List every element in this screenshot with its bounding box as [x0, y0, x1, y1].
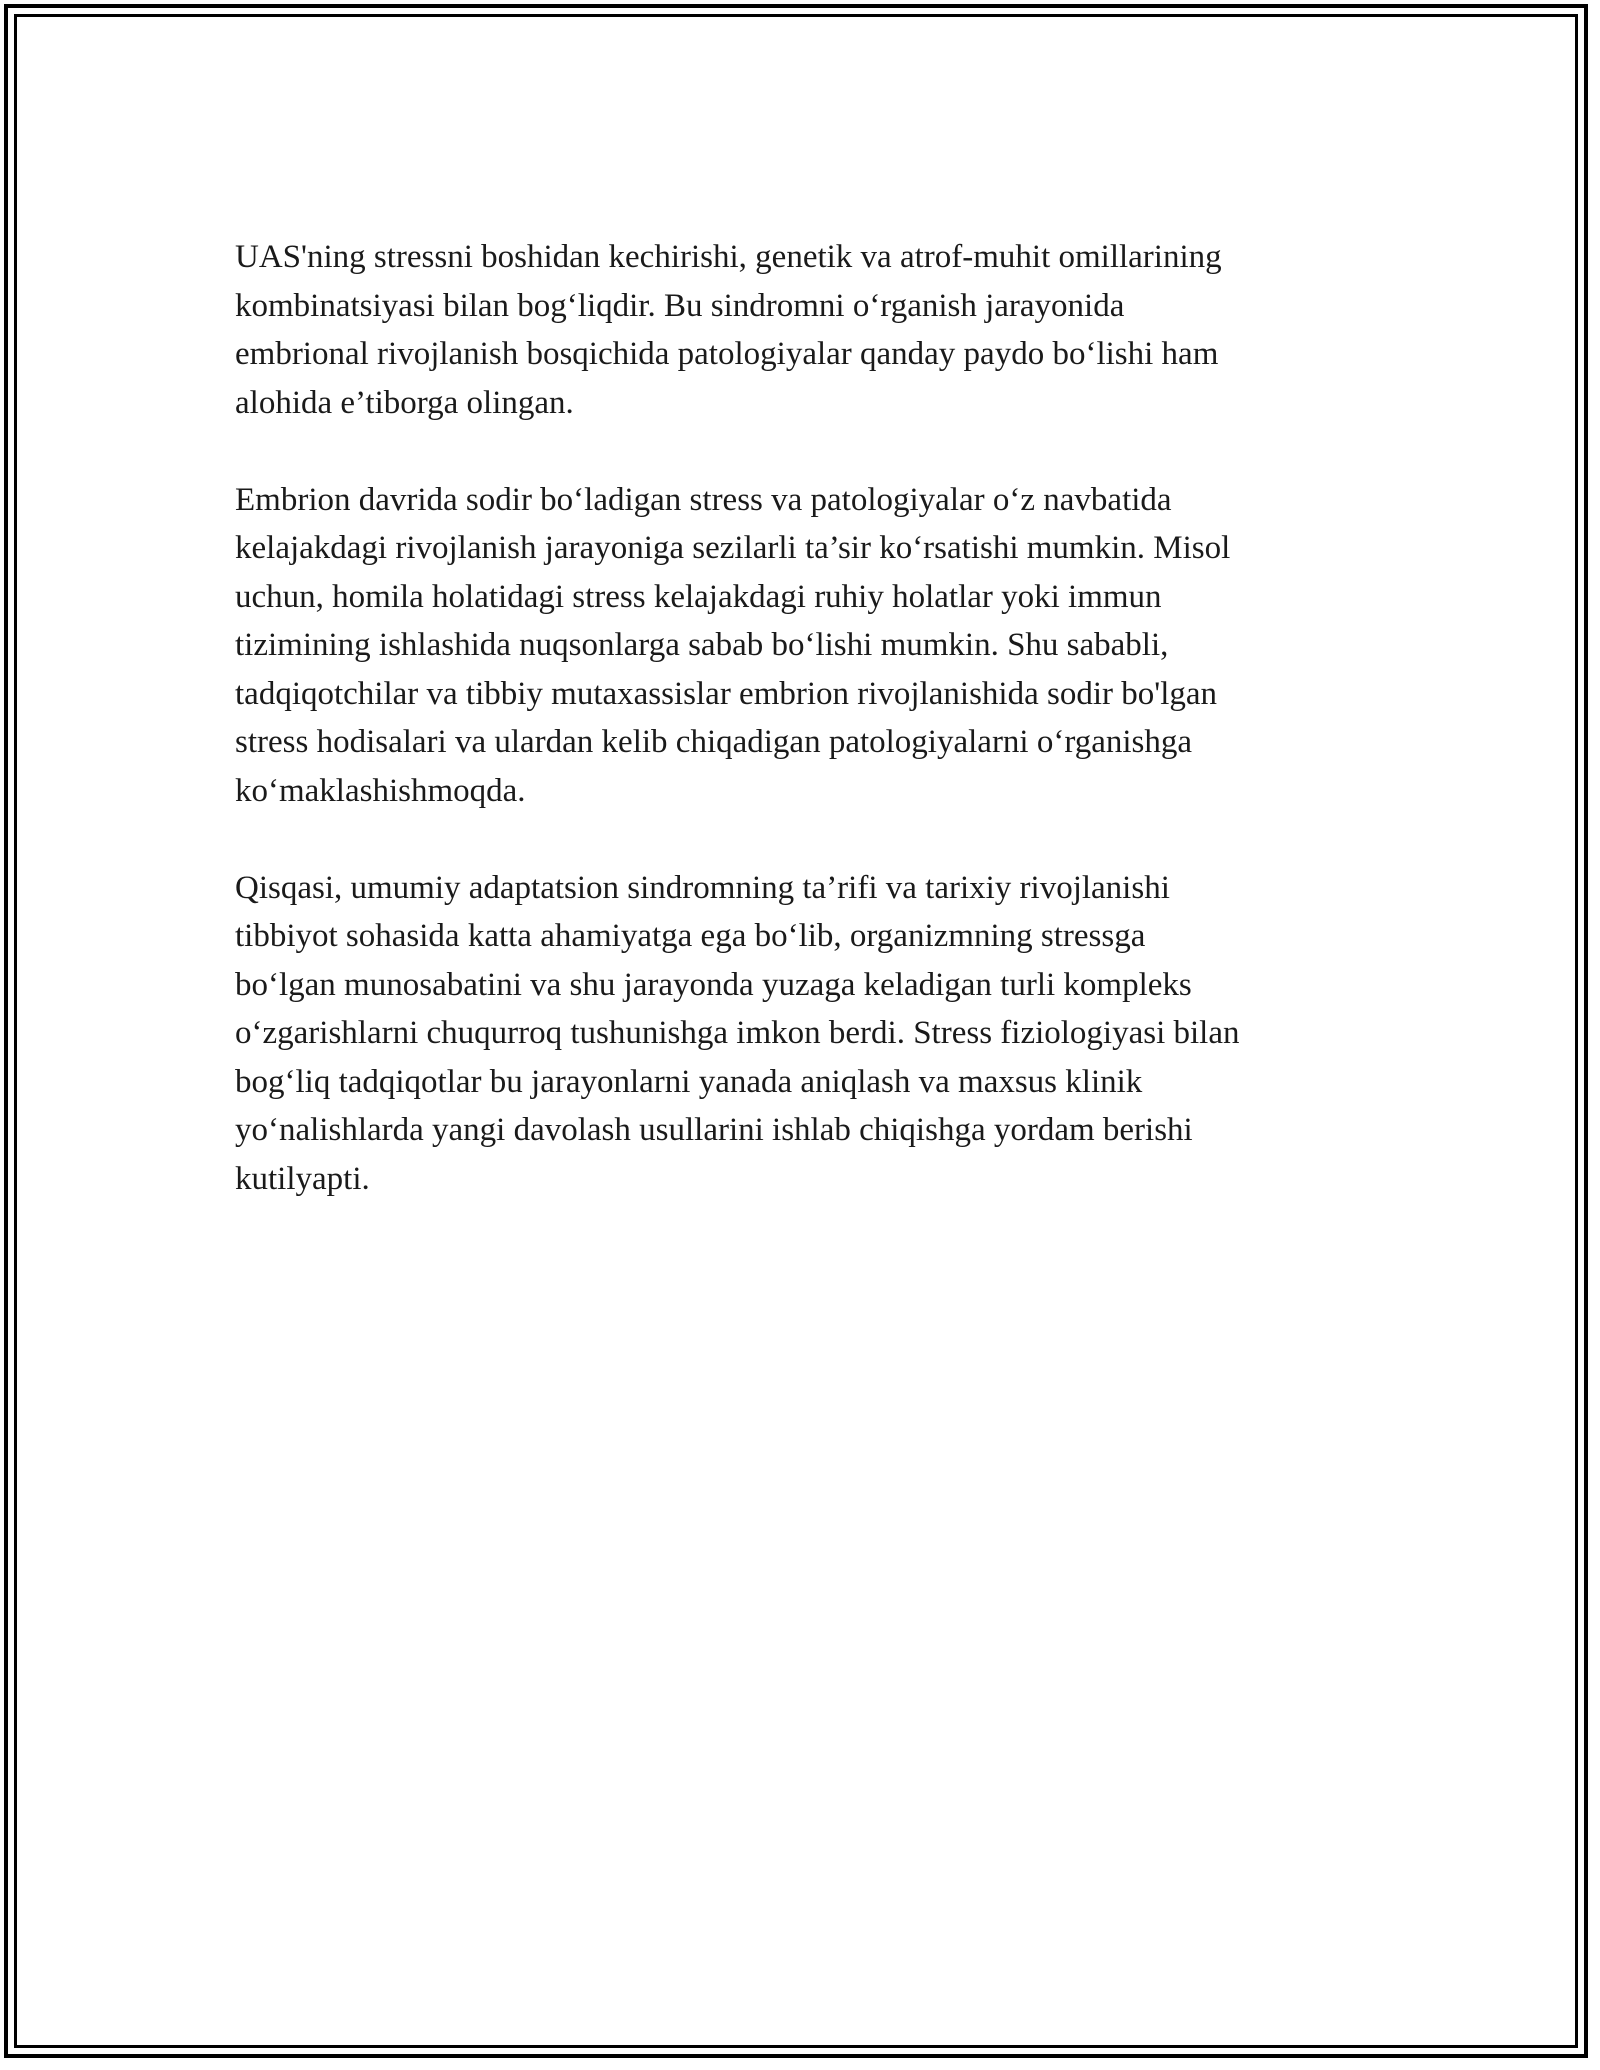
text-line: stress hodisalari va ulardan kelib chiqadigan patologiyalarni o‘rganishga [235, 724, 1193, 760]
text-line: alohida e’tiborga olingan. [235, 384, 574, 421]
text-line: bog‘liq tadqiqotlar bu jarayonlarni yanada aniqlash va maxsus klinik [235, 1063, 1143, 1100]
text-line: o‘zgarishlarni chuqurroq tushunishga imkon berdi. Stress fiziologiyasi bilan [235, 1015, 1240, 1051]
text-line: bo‘lgan munosabatini va shu jarayonda yuzaga keladigan turli kompleks [235, 966, 1192, 1003]
text-line: yo‘nalishlarda yangi davolash usullarini ishlab chiqishga yordam berishi [235, 1112, 1193, 1148]
text-line: uchun, homila holatidagi stress kelajakdagi ruhiy holatlar yoki immun [235, 578, 1162, 615]
text-line: kombinatsiyasi bilan bog‘liqdir. Bu sindromni o‘rganish jarayonida [235, 287, 1125, 324]
paragraph-3 [235, 864, 1365, 1204]
paragraph-1 [235, 233, 1365, 427]
text-line: tadqiqotchilar va tibbiy mutaxassislar embrion rivojlanishida sodir bo'lgan [235, 675, 1218, 712]
text-line: Embrion davrida sodir bo‘ladigan stress va patologiyalar o‘z navbatida [235, 481, 1172, 518]
text-line: Qisqasi, umumiy adaptatsion sindromning ta’rifi va tarixiy rivojlanishi [235, 869, 1170, 906]
document-body [235, 233, 1365, 1252]
text-line: UAS'ning stressni boshidan kechirishi, genetik va atrof-muhit omillarining [235, 239, 1222, 275]
paragraph-2 [235, 476, 1365, 816]
text-line: tibbiyot sohasida katta ahamiyatga ega bo‘lib, organizmning stressga [235, 918, 1146, 954]
text-line: tizimining ishlashida nuqsonlarga sabab bo‘lishi mumkin. Shu sababli, [235, 627, 1169, 663]
text-line: ko‘maklashishmoqda. [235, 772, 526, 809]
text-line: kelajakdagi rivojlanish jarayoniga sezilarli ta’sir ko‘rsatishi mumkin. Misol [235, 530, 1231, 566]
text-line: embrional rivojlanish bosqichida patologiyalar qanday paydo bo‘lishi ham [235, 336, 1219, 372]
text-line: kutilyapti. [235, 1160, 370, 1197]
